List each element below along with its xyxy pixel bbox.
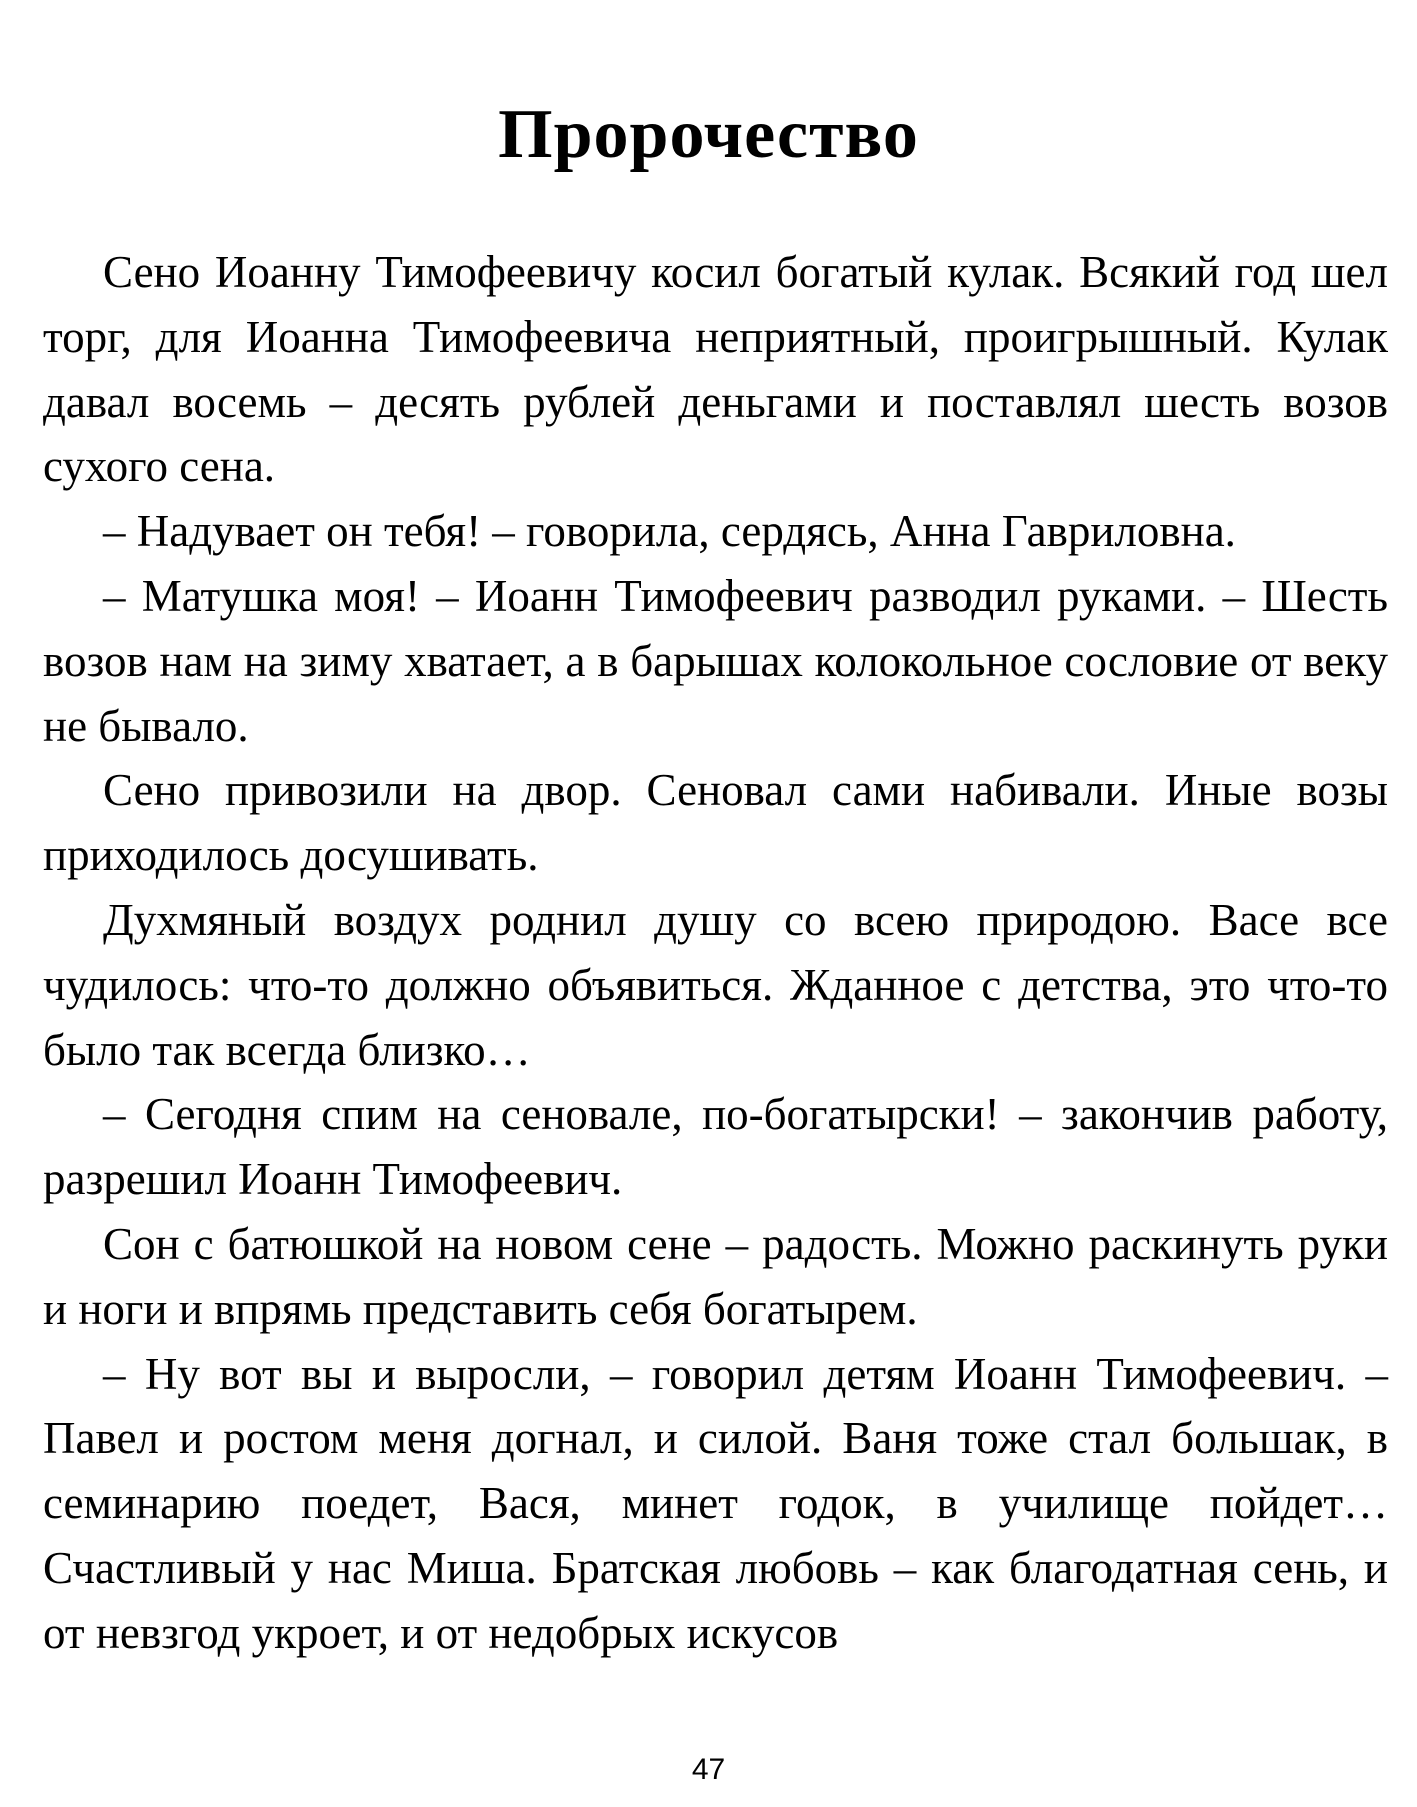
paragraph: Сено привозили на двор. Сеновал сами набивали. Иные возы приходилось досушивать. [43, 765, 1388, 881]
chapter-body [43, 240, 1388, 1666]
paragraph: Сон с батюшкой на новом сене – радость. Можно раскинуть руки и ноги и впрямь представить себя богатырем. [43, 1218, 1388, 1334]
paragraph: – Матушка моя! – Иоанн Тимофеевич разводил руками. – Шесть возов нам на зиму хватает, а в барышах колокольное сословие от веку не бывало. [43, 570, 1388, 751]
paragraph: – Ну вот вы и выросли, – говорил детям Иоанн Тимофеевич. – Павел и ростом меня догнал, и силой. Ваня тоже стал большак, в семинарию поедет, Вася, минет годок, в училище пойдет… Счастливый у нас Миша. Братская любовь – как благодатная сень, и от невзгод укроет, и от недобрых искусов [43, 1348, 1388, 1658]
paragraph: – Сегодня спим на сеновале, по-богатырски! – закончив работу, разрешил Иоанн Тимофеевич. [43, 1089, 1388, 1205]
paragraph: – Надувает он тебя! – говорила, сердясь, Анна Гавриловна. [103, 506, 1236, 557]
paragraph: Духмяный воздух роднил душу со всею природою. Васе все чудилось: что-то должно объявиться. Жданное с детства, это что-то было так всегда близко… [43, 894, 1388, 1075]
paragraph: Сено Иоанну Тимофеевичу косил богатый кулак. Всякий год шел торг, для Иоанна Тимофеевича неприятный, проигрышный. Кулак давал восемь – десять рублей деньгами и поставлял шесть возов сухого сена. [43, 247, 1388, 492]
chapter-title: Пророчество [498, 96, 919, 173]
page-number: 47 [691, 1753, 726, 1786]
